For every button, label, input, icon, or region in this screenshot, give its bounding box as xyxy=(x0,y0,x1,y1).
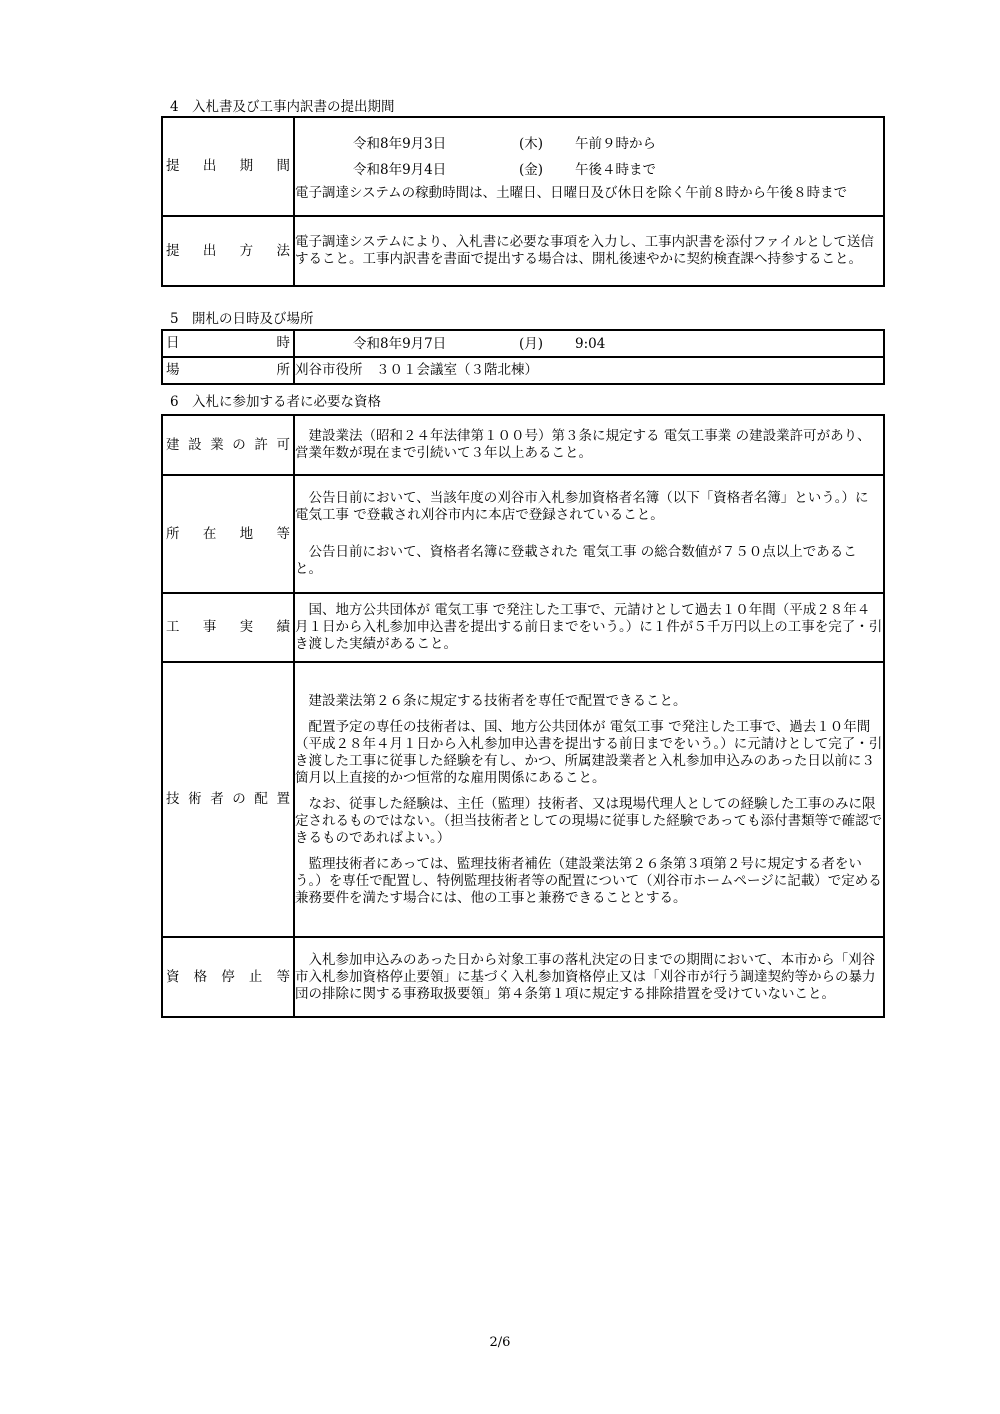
period-end-line xyxy=(295,157,883,183)
license-paragraph: 建設業法（昭和２４年法律第１００号）第３条に規定する 電気工事業 の建設業許可があり、営業年数が現在まで引続いて３年以上あること。 xyxy=(295,428,871,461)
record-paragraph: 国、地方公共団体が 電気工事 で発注した工事で、元請けとして過去１０年間（平成２８年４月１日から入札参加申込書を提出する前日までをいう。）に１件が５千万円以上の工事を完了・引き渡した実績があること。 xyxy=(295,602,883,652)
location-paragraph: 公告日前において、当該年度の刈谷市入札参加資格者名簿（以下「資格者名簿」という。）に 電気工事 で登載され刈谷市内に本店で登録されていること。 xyxy=(295,490,869,523)
period-note: 電子調達システムの稼動時間は、土曜日、日曜日及び休日を除く午前８時から午後８時まで xyxy=(295,185,848,201)
section4-number: 4 xyxy=(170,99,179,115)
qualification-label-cell xyxy=(162,593,294,662)
place-label-cell xyxy=(162,357,294,384)
qualification-label-cell xyxy=(162,475,294,593)
qualification-label-cell xyxy=(162,415,294,475)
qualification-value-cell xyxy=(294,593,884,662)
period-end-time: 午後４時まで xyxy=(575,162,656,178)
method-value-cell xyxy=(294,216,884,286)
period-start-dow: (木) xyxy=(519,136,544,152)
period-label: 提 出 期 間 xyxy=(166,158,290,174)
engineer-paragraph: 監理技術者にあっては、監理技術者補佐（建設業法第２６条第３項第２号に規定する者をいう。）を専任で配置し、特例監理技術者等の配置について（刈谷市ホームページに記載）で定める兼務要件を満たす場合には、他の工事と兼務できることとする。 xyxy=(295,855,882,906)
section6-title: 入札に参加する者に必要な資格 xyxy=(192,394,381,410)
datetime-value-cell xyxy=(294,330,884,357)
engineer-paragraph: 配置予定の専任の技術者は、国、地方公共団体が 電気工事 で発注した工事で、過去１０年間（平成２８年４月１日から入札参加申込書を提出する前日までをいう。）に元請けとして完了・引き渡した工事に従事した経験を有し、かつ、所属建設業者と入札参加申込みのあった日以前に３箇月以上直接的かつ恒常的な雇用関係にあること。 xyxy=(295,718,883,786)
opening-date: 令和8年9月7日 xyxy=(353,335,447,352)
qualification-label-suspension: 資 格 停 止 等 xyxy=(166,968,290,985)
datetime-label-cell xyxy=(162,330,294,357)
period-start-date: 令和8年9月3日 xyxy=(353,136,447,152)
submission-table xyxy=(161,116,885,287)
qualification-table xyxy=(161,414,885,1018)
qualification-value-cell xyxy=(294,475,884,593)
period-start-time: 午前９時から xyxy=(575,136,656,152)
period-end-date: 令和8年9月4日 xyxy=(353,162,447,178)
section5-heading xyxy=(170,307,314,327)
opening-time: 9:04 xyxy=(575,335,606,352)
qualification-label-cell xyxy=(162,937,294,1017)
period-end-dow: (金) xyxy=(519,162,544,178)
method-text: 電子調達システムにより、入札書に必要な事項を入力し、工事内訳書を添付ファイルとして送信すること。工事内訳書を書面で提出する場合は、開札後速やかに契約検査課へ持参すること。 xyxy=(295,234,874,267)
section6-heading xyxy=(170,390,381,410)
section4-heading xyxy=(170,95,395,115)
place-label: 場 所 xyxy=(166,362,290,378)
period-start-line xyxy=(295,131,883,157)
section5-number: 5 xyxy=(170,311,179,327)
place-value-cell xyxy=(294,357,884,384)
qualification-label-location: 所 在 地 等 xyxy=(166,525,290,542)
qualification-value-cell xyxy=(294,662,884,937)
qualification-label-record: 工 事 実 績 xyxy=(166,619,290,635)
period-label-cell xyxy=(162,117,294,216)
qualification-label-engineer: 技 術 者 の 配 置 xyxy=(166,791,290,807)
section6-number: 6 xyxy=(170,394,179,410)
suspension-paragraph: 入札参加申込みのあった日から対象工事の落札決定の日までの期間において、本市から「刈谷市入札参加資格停止要領」に基づく入札参加資格停止又は「刈谷市が行う調達契約等からの暴力団の排除に関する事務取扱要領」第４条第１項に規定する排除措置を受けていないこと。 xyxy=(295,951,876,1002)
method-label: 提 出 方 法 xyxy=(166,242,290,259)
qualification-label-cell xyxy=(162,662,294,937)
engineer-paragraph: 建設業法第２６条に規定する技術者を専任で配置できること。 xyxy=(308,692,687,709)
engineer-paragraph: なお、従事した経験は、主任（監理）技術者、又は現場代理人としての経験した工事のみに限定されるものではない。（担当技術者としての現場に従事した経験であっても添付書類等で確認できるものであればよい。） xyxy=(295,795,883,846)
opening-dow: (月) xyxy=(519,335,544,352)
qualification-label-license: 建 設 業 の 許 可 xyxy=(166,436,290,453)
opening-place: 刈谷市役所 ３０１会議室（３階北棟） xyxy=(295,362,538,378)
section5-title: 開札の日時及び場所 xyxy=(192,311,314,327)
datetime-label: 日 時 xyxy=(166,335,290,351)
qualification-value-cell xyxy=(294,415,884,475)
method-label-cell xyxy=(162,216,294,286)
section4-title: 入札書及び工事内訳書の提出期間 xyxy=(192,99,395,115)
opening-table xyxy=(161,329,885,385)
qualification-value-cell xyxy=(294,937,884,1017)
page-number: 2/6 xyxy=(489,1335,511,1350)
opening-datetime xyxy=(295,334,883,354)
location-paragraph: 公告日前において、資格者名簿に登載された 電気工事 の総合数値が７５０点以上であること。 xyxy=(295,544,857,577)
period-value-cell xyxy=(294,117,884,216)
